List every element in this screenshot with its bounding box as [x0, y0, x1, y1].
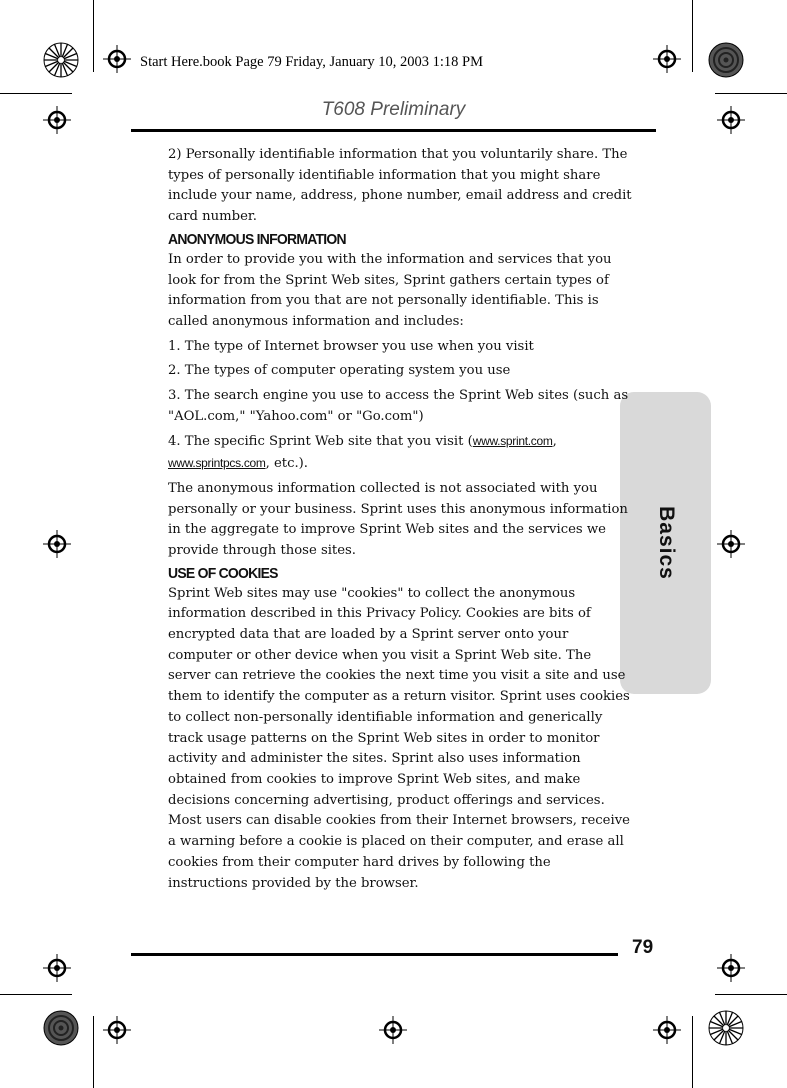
list-item — [168, 431, 632, 474]
intro-paragraph: 2) Personally identifiable information that you voluntarily share. The types of personally identifiable information that you might share include your name, address, phone number, email address and credit card number. — [168, 147, 632, 225]
anonymous-closing-paragraph: The anonymous information collected is not associated with you personally or your business. Sprint uses this anonymous information in the aggregate to improve Sprint Web sites and the services we provide through those sites. — [168, 480, 628, 558]
page-content — [168, 145, 632, 894]
footer-rule — [131, 953, 618, 956]
crop-mark — [0, 994, 72, 995]
registration-target-icon — [653, 1016, 681, 1044]
registration-target-icon — [379, 1016, 407, 1044]
star-target-icon — [708, 1010, 744, 1046]
sprintpcs-url-link[interactable]: www.sprintpcs.com — [168, 456, 266, 471]
list-item: 1. The type of Internet browser you use when you visit — [168, 338, 534, 354]
preliminary-title: T608 Preliminary — [321, 99, 466, 120]
crop-mark — [0, 93, 72, 94]
registration-target-icon — [43, 954, 71, 982]
crop-mark — [93, 1016, 94, 1088]
crop-mark — [93, 0, 94, 72]
list-item-text: 4. The specific Sprint Web site that you visit ( — [168, 434, 473, 450]
use-of-cookies-heading: USE OF COOKIES — [168, 564, 278, 582]
page-number: 79 — [632, 937, 654, 958]
section-side-tab-label: Basics — [655, 506, 678, 580]
star-target-icon — [43, 1010, 79, 1046]
registration-target-icon — [717, 530, 745, 558]
registration-target-icon — [103, 1016, 131, 1044]
list-item-text: , etc.). — [265, 456, 308, 472]
sprint-url-link[interactable]: www.sprint.com — [472, 434, 553, 449]
crop-mark — [692, 1016, 693, 1088]
crop-mark — [692, 0, 693, 72]
list-item: 2. The types of computer operating system you use — [168, 363, 511, 379]
registration-target-icon — [103, 45, 131, 73]
crop-mark — [715, 994, 787, 995]
registration-target-icon — [43, 530, 71, 558]
registration-target-icon — [717, 954, 745, 982]
registration-target-icon — [653, 45, 681, 73]
crop-mark — [715, 93, 787, 94]
cookies-paragraph: Sprint Web sites may use "cookies" to collect the anonymous information described in this Privacy Policy. Cookies are bits of encrypted data that are loaded by a Sprint server onto your computer or other device when you visit a Sprint Web site. The server can retrieve the cookies the next time you visit a site and use them to identify the computer as a return visitor. Sprint uses cookies to collect non-personally identifiable information and generically track usage patterns on the Sprint Web sites in order to monitor activity and administer the sites. Sprint also uses information obtained from cookies to improve Sprint Web sites, and make decisions concerning advertising, product offerings and services. Most users can disable cookies from their Internet browsers, receive a warning before a cookie is placed on their computer, and erase all cookies from their computer hard drives by following the instructions provided by the browser. — [168, 585, 630, 891]
anonymous-information-heading: ANONYMOUS INFORMATION — [168, 230, 346, 248]
list-item: 3. The search engine you use to access the Sprint Web sites (such as "AOL.com," "Yahoo.com" or "Go.com") — [168, 388, 629, 424]
separator: , — [552, 434, 557, 450]
star-target-icon — [708, 42, 744, 78]
book-info-header: Start Here.book Page 79 Friday, January 10, 2003 1:18 PM — [140, 54, 483, 70]
star-target-icon — [43, 42, 79, 78]
header-rule — [131, 129, 656, 132]
anonymous-information-paragraph: In order to provide you with the information and services that you look for from the Sprint Web sites, Sprint gathers certain types of information from you that are not personally identifiable. This is called anonymous information and includes: — [168, 251, 612, 329]
